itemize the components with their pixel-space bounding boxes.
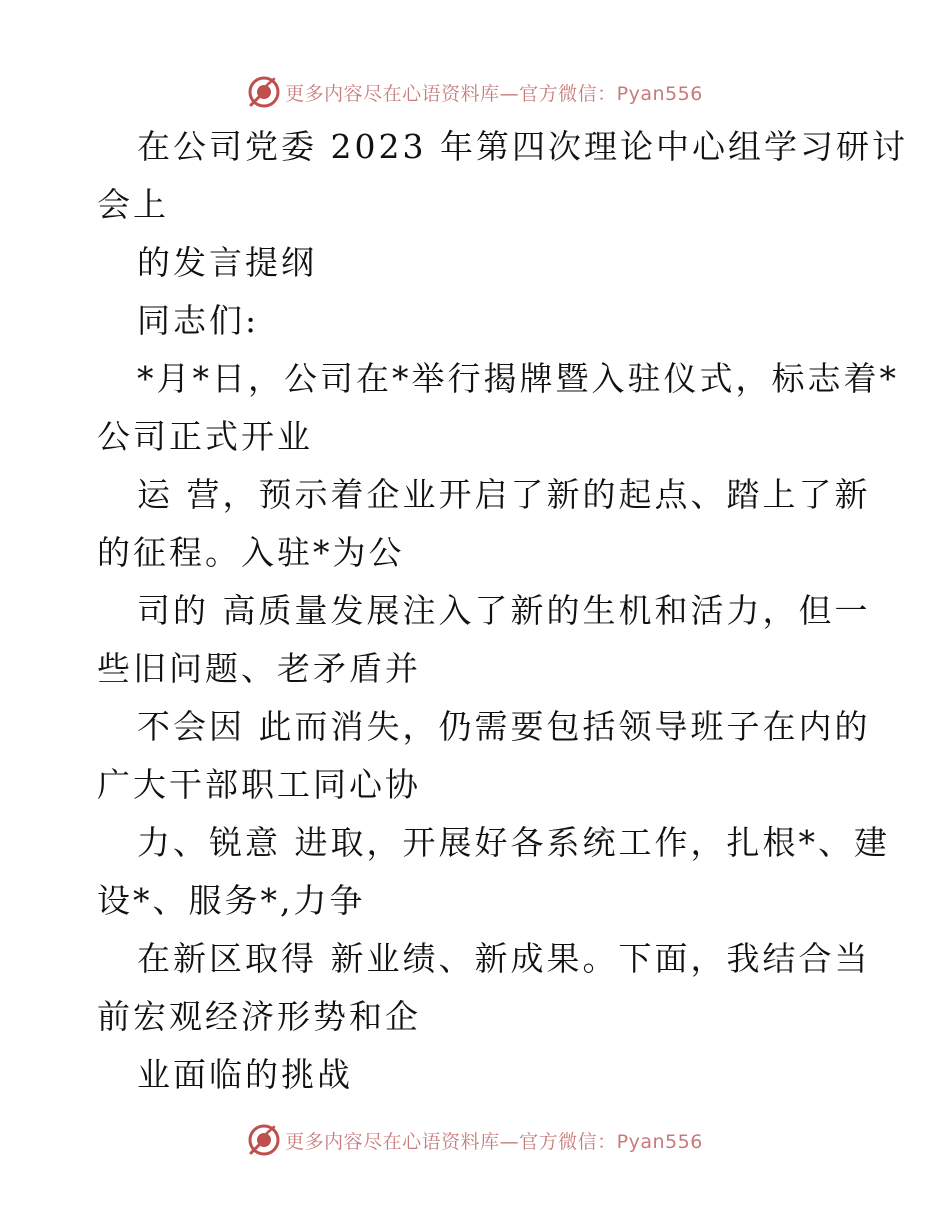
salutation: 同志们: <box>137 301 260 340</box>
text-line: 广大干部职工同心协 <box>97 765 421 804</box>
title-line-3: 的发言提纲 <box>137 243 317 282</box>
watermark-text: 更多内容尽在心语资料库—官方微信：Pyan556 <box>285 1130 703 1153</box>
text-line: 公司正式开业 <box>97 417 313 456</box>
text-line: 的征程。入驻*为公 <box>97 533 405 572</box>
document-body <box>97 118 908 1104</box>
text-line: 司的 高质量发展注入了新的生机和活力，但一 <box>137 591 871 630</box>
text-line: 运 营，预示着企业开启了新的起点、踏上了新 <box>137 475 871 514</box>
text-line: 设*、服务*,力争 <box>97 881 366 920</box>
text-line: 些旧问题、老矛盾并 <box>97 649 421 688</box>
watermark-header <box>0 72 950 112</box>
text-line: 在新区取得 新业绩、新成果。下面，我结合当 <box>137 939 871 978</box>
text-line: 业面临的挑战 <box>137 1055 353 1094</box>
pen-logo-icon <box>247 75 281 109</box>
text-line: 力、锐意 进取，开展好各系统工作，扎根*、建 <box>137 823 890 862</box>
text-line: 不会因 此而消失，仍需要包括领导班子在内的 <box>137 707 871 746</box>
title-line-2: 会上 <box>97 185 169 224</box>
text-line: 前宏观经济形势和企 <box>97 997 421 1036</box>
title-line-1: 在公司党委 2023 年第四次理论中心组学习研讨 <box>137 127 908 166</box>
watermark-text: 更多内容尽在心语资料库—官方微信：Pyan556 <box>285 82 703 105</box>
text-line: *月*日，公司在*举行揭牌暨入驻仪式，标志着* <box>137 359 899 398</box>
pen-logo-icon <box>247 1123 281 1157</box>
watermark-footer <box>0 1120 950 1160</box>
